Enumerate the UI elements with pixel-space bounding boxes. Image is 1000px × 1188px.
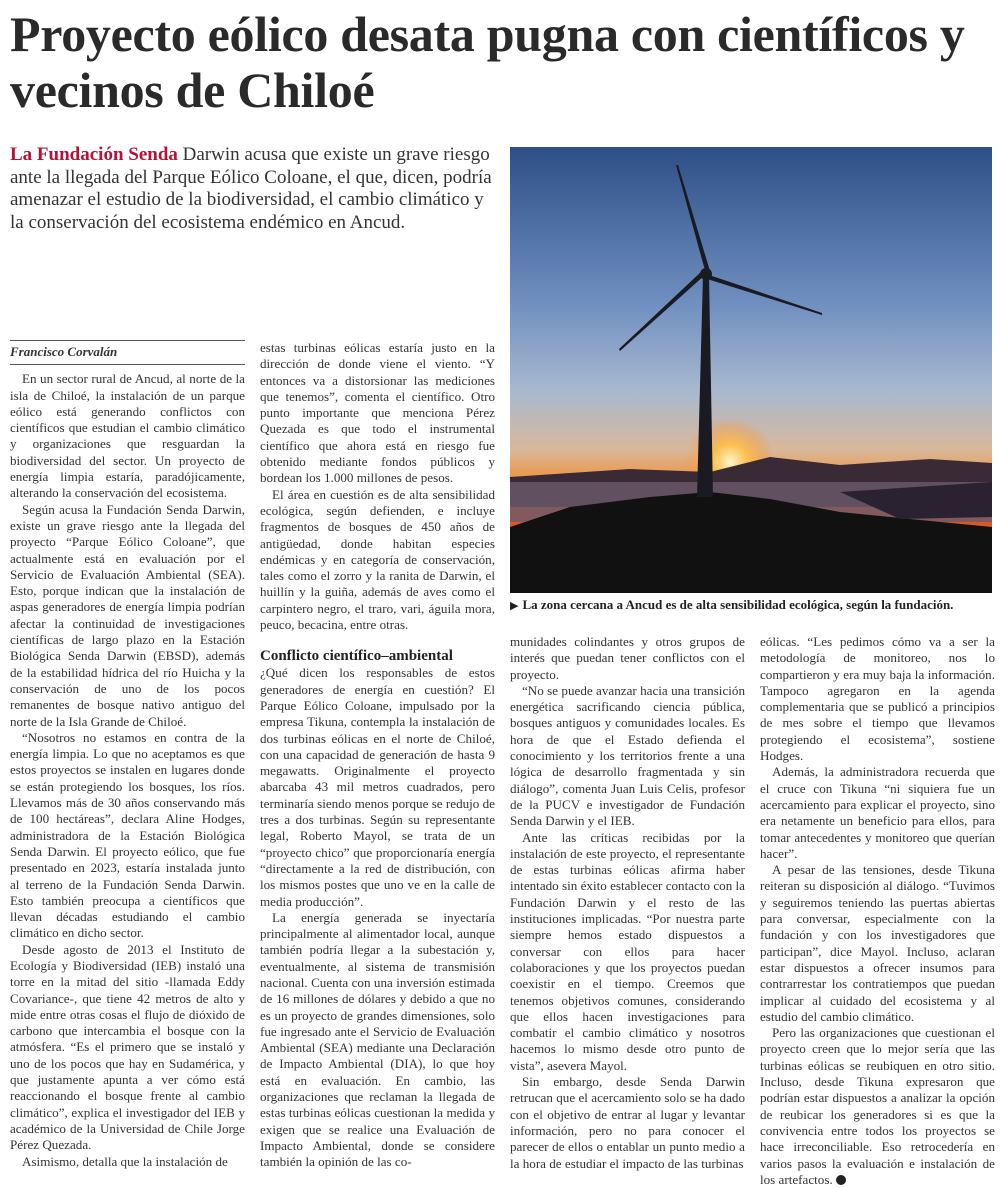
headline: Proyecto eólico desata pugna con científicos y vecinos de Chiloé bbox=[10, 6, 965, 118]
caption-text: La zona cercana a Ancud es de alta sensibilidad ecológica, según la fundación. bbox=[522, 597, 954, 612]
lead-text: Darwin acusa que existe un grave riesgo ante la llegada del Parque Eólico Coloane, el que, dicen, podría amenazar el estudio de la biodiversidad, el cambio climático y la conservación del ecosistema endémico en Ancud. bbox=[10, 144, 492, 233]
article-column-2 bbox=[260, 340, 495, 1171]
lead-paragraph bbox=[10, 144, 497, 234]
photo-caption bbox=[510, 597, 992, 614]
article-column-1 bbox=[10, 340, 245, 1170]
article-column-3 bbox=[510, 634, 745, 1172]
paragraph: eólicas. “Les pedimos cómo va a ser la metodología de monitoreo, nos lo compartieron y era muy baja la información. Tampoco agregaron en la agenda complementaria que se publicó a principios de mes sobre el tiempo que llevamos protegiendo el ecosistema”, sostiene Hodges. bbox=[760, 634, 995, 764]
paragraph: El área en cuestión es de alta sensibilidad ecológica, según defienden, e incluye fragmentos de bosques de 450 años de antigüedad, donde habitan especies endémicas y en categoría de conservación, tales como el zorro y la ranita de Darwin, el huillín y la guiña, además de aves como el carpintero negro, el traro, vari, águila mora, peuco, becacina, entre otras. bbox=[260, 486, 495, 633]
paragraph: munidades colindantes y otros grupos de interés que puedan tener conflictos con el proyecto. bbox=[510, 634, 745, 682]
paragraph: Sin embargo, desde Senda Darwin retrucan que el acercamiento solo se ha dado con el objetivo de entrar al lugar y levantar información, pero no para conocer el parecer de ellos o entablar un punto medio a la hora de estudiar el impacto de las turbinas bbox=[510, 1074, 745, 1171]
paragraph: A pesar de las tensiones, desde Tikuna reiteran su disposición al diálogo. “Tuvimos y seguiremos teniendo las puertas abiertas para conversar, especialmente con la fundación y con los investigadores que participan”, dice Mayol. Incluso, aclaran estar dispuestos a ofrecer insumos para contrarrestar los contratiempos que puedan implicar al cuidado del ecosistema y al estudio del cambio climático. bbox=[760, 862, 995, 1024]
paragraph: En un sector rural de Ancud, al norte de la isla de Chiloé, la instalación de un parque eólico está generando conflictos con científicos que estudian el cambio climático y organizaciones que resguardan la biodiversidad del sector. Un proyecto de energía limpia estaría, paradójicamente, alterando la conservación del ecosistema. bbox=[10, 371, 245, 501]
caption-arrow-icon: ▶ bbox=[510, 600, 519, 612]
final-paragraph bbox=[760, 1025, 995, 1188]
section-subheading: Conflicto científico–ambiental bbox=[260, 648, 453, 665]
end-mark-icon bbox=[836, 1175, 846, 1185]
wind-turbine-icon bbox=[510, 147, 992, 593]
paragraph: “Nosotros no estamos en contra de la energía limpia. Lo que no aceptamos es que estos proyectos se instalen en lugares donde se están protegiendo los bosques, los ríos. Llevamos más de 30 años conservando más de 100 hectáreas”, declara Aline Hodges, administradora de la Estación Biológica Senda Darwin. El proyecto eólico, que fue presentado en 2023, estaría instalada junto al terreno de la Fundación Senda Darwin. Esto también preocupa a científicos que llevan décadas estudiando el cambio climático en dicho sector. bbox=[10, 729, 245, 941]
paragraph: Ante las críticas recibidas por la instalación de este proyecto, el representante de estas turbinas eólicas afirma haber intentado sin éxito establecer contacto con la Fundación Darwin y el resto de las instituciones implicadas. “Por nuestra parte siempre hemos estado dispuestos a conversar con ellos para hacer colaboraciones y que los proyectos puedan coexistir en el tiempo. Creemos que tenemos objetivos comunes, considerando que ellos hacen investigaciones para combatir el cambio climático y nosotros hacemos lo mismo desde otro punto de vista”, asevera Mayol. bbox=[510, 829, 745, 1073]
article-column-4 bbox=[760, 634, 995, 1188]
paragraph: Según acusa la Fundación Senda Darwin, existe un grave riesgo ante la llegada del proyecto “Parque Eólico Coloane”, que actualmente está en evaluación por el Servicio de Evaluación Ambiental (SEA). Esto, porque indican que la instalación de aspas generadores de energía limpia podrían afectar la continuidad de investigaciones científicas de largo plazo en la Estación Biológica Senda Darwin (EBSD), además de la estabilidad hídrica del río Huicha y la conservación de uno de los pocos remanentes de bosque nativo antiguo del norte de la Isla Grande de Chiloé. bbox=[10, 501, 245, 729]
paragraph: Asimismo, detalla que la instalación de bbox=[22, 1153, 228, 1169]
paragraph: La energía generada se inyectaría principalmente al alimentador local, aunque también podría llegar a la subestación y, eventualmente, al sistema de transmisión nacional. Cuenta con una inversión estimada de 16 millones de dólares y debido a que no es un proyecto de grandes dimensiones, solo fue ingresado ante el Servicio de Evaluación Ambiental (SEA) mediante una Declaración de Impacto Ambiental (DIA), lo que hoy está en evaluación. En cambio, las organizaciones que reclaman la llegada de estas turbinas eólicas cuestionan la medida y exigen que se realice una Evaluación de Impacto Ambiental, donde se considere también la opinión de las co- bbox=[260, 909, 495, 1170]
paragraph: “No se puede avanzar hacia una transición energética sacrificando ciencia pública, bosques antiguos y comunidades locales. Es hora de que el Estado defienda el conocimiento y los territorios frente a una lógica de desarrollo fragmentada y sin diálogo”, comenta Juan Luis Celis, profesor de la PUCV e investigador de Fundación Senda Darwin y el IEB. bbox=[510, 682, 745, 829]
paragraph: ¿Qué dicen los responsables de estos generadores de energía en cuestión? El Parque Eólico Coloane, impulsado por la empresa Tikuna, contempla la instalación de dos turbinas eólicas en el norte de Chiloé, con una capacidad de generación de hasta 9 megawatts. Originalmente el proyecto abarcaba 43 mil metros cuadrados, pero terminaría siendo menos porque se redujo de tres a dos turbinas. Según su representante legal, Roberto Mayol, se trata de un “proyecto chico” que proporcionaría energía “directamente a la red de distribución, con los mismos postes que uno ve en la calle de media producción”. bbox=[260, 665, 495, 909]
paragraph: Desde agosto de 2013 el Instituto de Ecología y Biodiversidad (IEB) instaló una torre en la mitad del sitio -llamada Eddy Covariance-, que tiene 42 metros de alto y mide entre otras cosas el flujo de dióxido de carbono que intercambia el bosque con la atmósfera. “Es el primero que se instaló y uno de los pocos que hay en Sudamérica, y que justamente apunta a ver cómo está reaccionando el bosque frente al cambio climático”, explica el investigador del IEB y académico de la Universidad de Chile Jorge Pérez Quezada. bbox=[10, 941, 245, 1153]
paragraph: Además, la administradora recuerda que el cruce con Tikuna “ni siquiera fue un acercamiento para explicar el proyecto, sino era netamente un beneficio para ellos, para tomar antecedentes y monitoreo que querían hacer”. bbox=[760, 764, 995, 861]
paragraph: estas turbinas eólicas estaría justo en la dirección de donde viene el viento. “Y entonces va a distorsionar las mediciones que tenemos”, comenta el científico. Otro punto importante que menciona Pérez Quezada es que todo el instrumental científico que ahora está en riesgo fue obtenido mediante fondos públicos y bordean los 1.000 millones de pesos. bbox=[260, 340, 495, 486]
wind-turbine-sunset-photo bbox=[510, 147, 992, 593]
byline: Francisco Corvalán bbox=[10, 340, 245, 365]
paragraph-text: Pero las organizaciones que cuestionan el proyecto creen que lo mejor sería que las turbinas eólicas se reubiquen en otro sitio. Incluso, desde Tikuna expresaron que podrían estar dispuestos a analizar la opción de reubicar los generadores si es que la convivencia entre todos los proyectos se hace irreconciliable. Eso retrocedería en varios pasos la evaluación e instalación de los artefactos. bbox=[760, 1025, 995, 1187]
lead-kicker: La Fundación Senda bbox=[10, 144, 178, 165]
